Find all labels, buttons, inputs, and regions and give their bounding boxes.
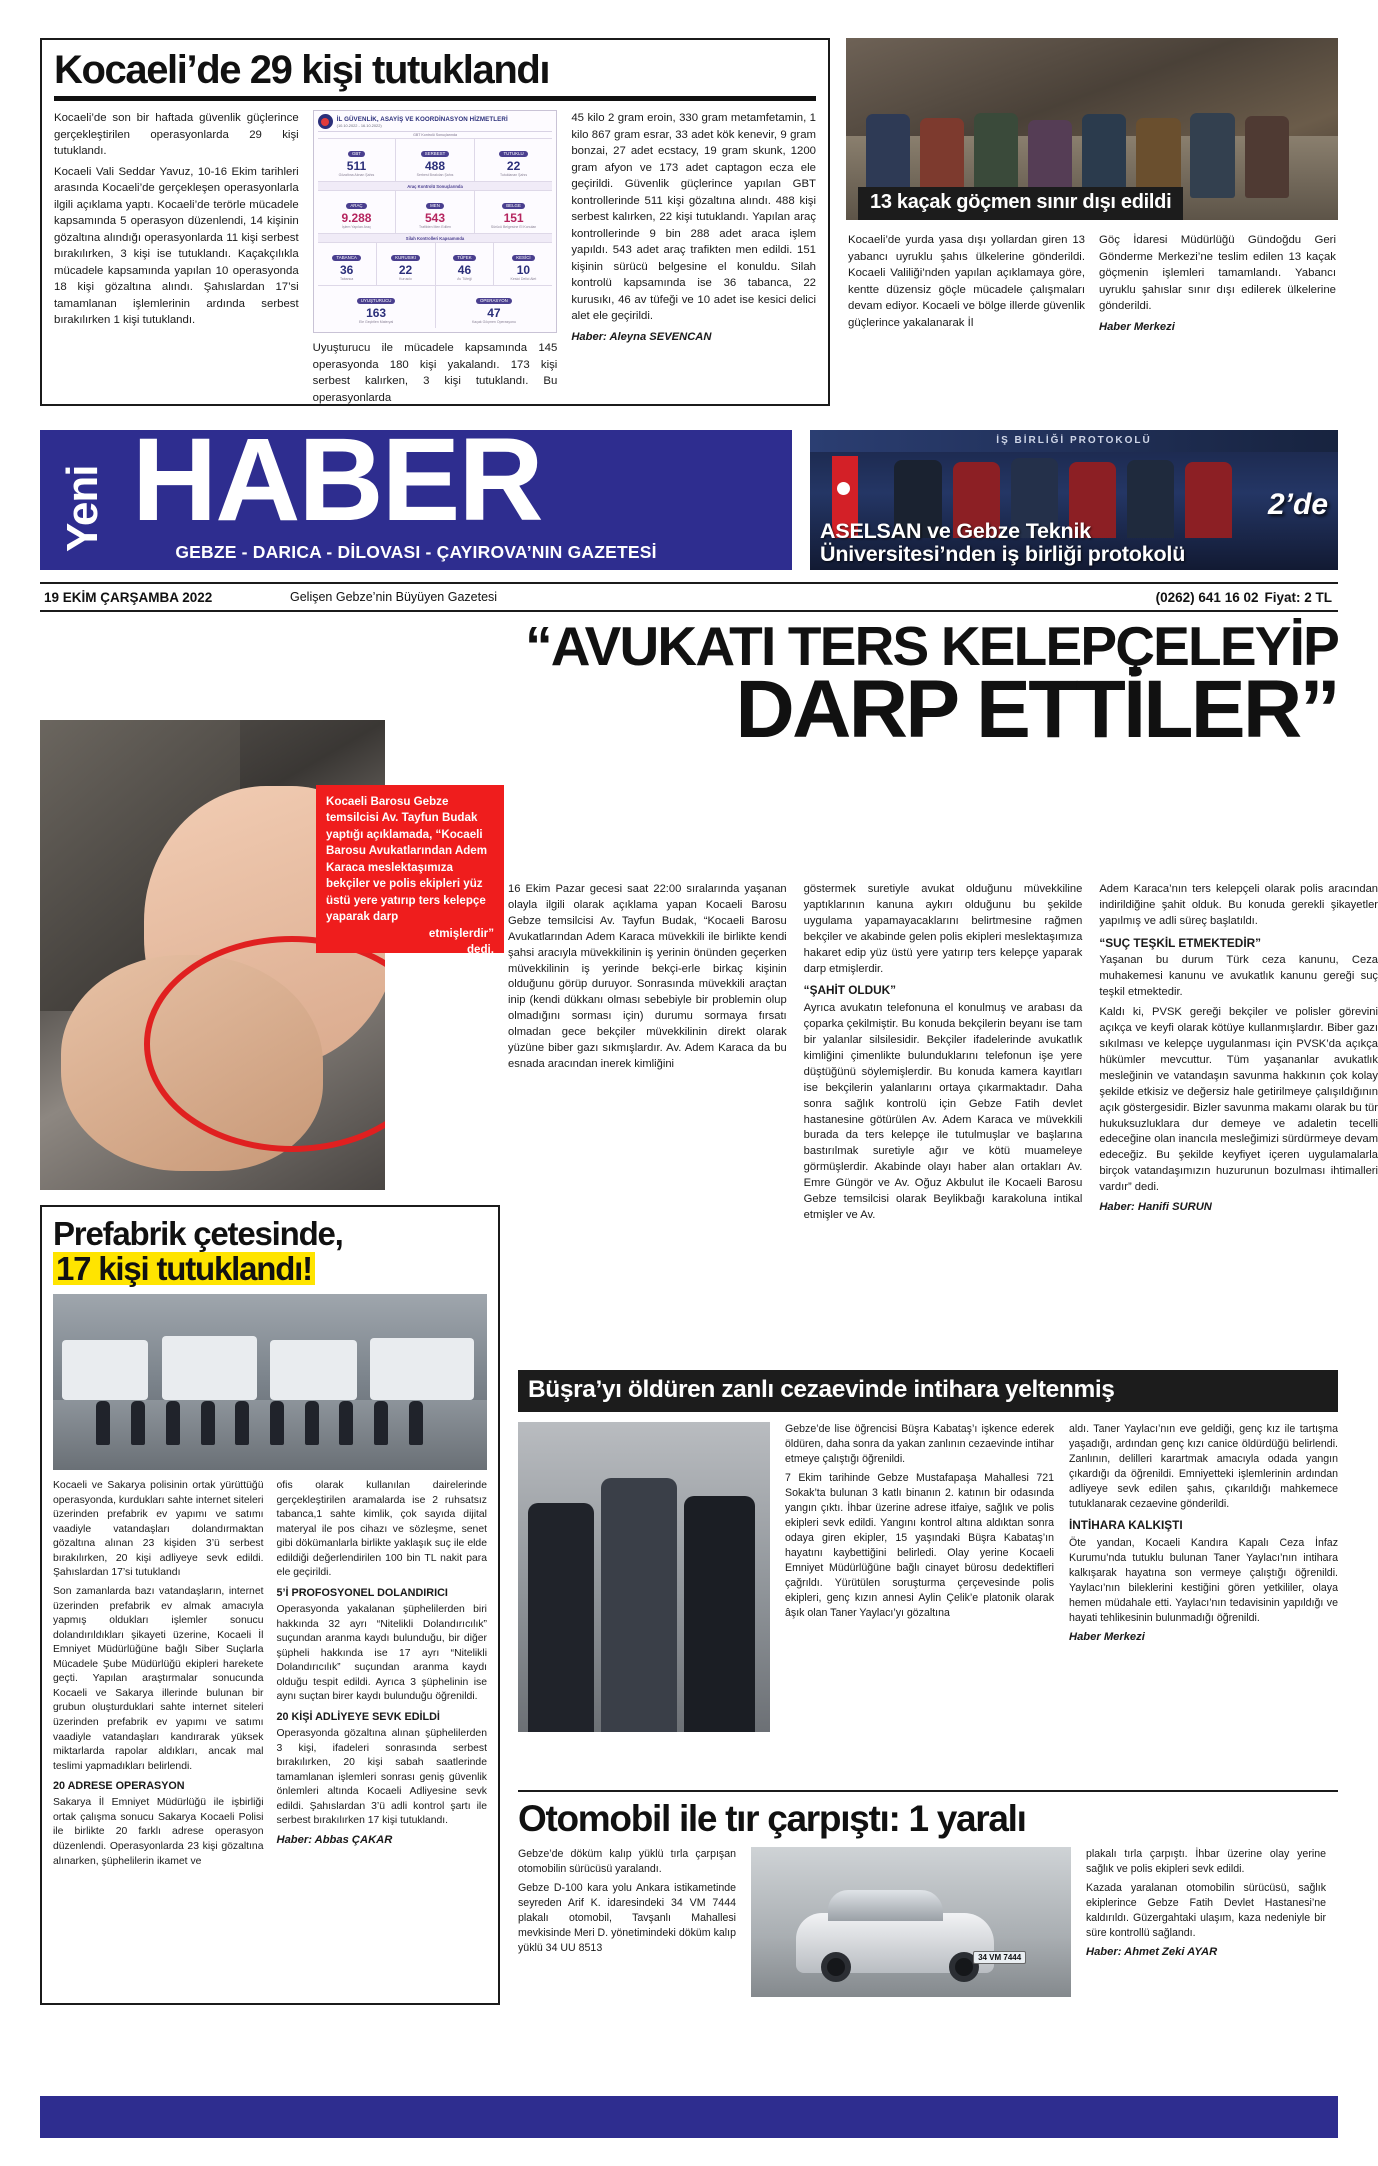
- migrant-byline: Haber Merkezi: [1099, 320, 1175, 333]
- photo-officer: [96, 1401, 110, 1445]
- oto-photo: [751, 1847, 1071, 1997]
- infographic-caption: Sürücü Belgesine El Konulan: [490, 225, 537, 229]
- main-story-callout: [316, 785, 504, 957]
- photo-figure: [974, 113, 1018, 199]
- infographic-pill: TÜFEK: [453, 255, 475, 261]
- infographic-cell: [318, 139, 397, 181]
- oto-body: [518, 1847, 1338, 1997]
- migrant-body: [846, 220, 1338, 339]
- busra-banner: Büşra’yı öldüren zanlı cezaevinde intihara yeltenmiş: [518, 1370, 1338, 1412]
- masthead[interactable]: [40, 430, 792, 570]
- promo-topband: İŞ BİRLİĞİ PROTOKOLÜ: [810, 430, 1338, 452]
- main-col3: Adem Karaca’nın ters kelepçeli olarak polis aracından indirildiğine şahit olduk. Bu konuda gerekli şikayetler yapılmış ve adli süreç başlatıldı.: [1099, 883, 1378, 927]
- main-col3-subhead: “SUÇ TEŞKİL ETMEKTEDİR”: [1099, 935, 1262, 950]
- prefab-title-line-1: Prefabrik çetesinde,: [53, 1215, 343, 1252]
- lead-story-box: [40, 38, 830, 406]
- photo-figure: [601, 1478, 677, 1732]
- infographic-pill: GBT: [348, 151, 365, 157]
- busra-col1b: 7 Ekim tarihinde Gebze Mustafapaşa Mahallesi 721 Sokak’ta bulunan 3 katlı binanın 2. katının bir odasında yangın çıktı. İhbar üzerine adrese itfaiye, sağlık ve polis ekipleri sevk edildi. Yangını kontrol altına aldıktan sonra odaya giren ekipler, 15 yaşındaki Büşra Kabataş’ın hayatını kaybettiğini belirledi. Olay yerine Kocaeli Emniyet Müdürlüğüne bağlı cinayet bürosu dedektifleri çağrıldı. Yürütülen soruşturma çerçevesinde polis ekipleri, genç kızın annesi Aylin Çelik’e platonik olarak âşık olan Taner Yaylacı’yı gözaltına: [785, 1472, 1054, 1620]
- infographic-daterange: (10.10.2022 - 16.10.2022): [336, 122, 382, 128]
- publication-date: 19 EKİM ÇARŞAMBA 2022: [44, 589, 213, 605]
- infographic-value: 22: [398, 263, 413, 277]
- migrant-photo: [846, 38, 1338, 220]
- callout-end-2: dedi.: [466, 943, 494, 957]
- lead-title-underline: [54, 96, 816, 101]
- promo-line-1: ASELSAN ve Gebze Teknik: [820, 519, 1092, 543]
- infographic-caption: Kaçak Göçmen Operasyonu: [471, 320, 516, 324]
- photo-officer: [201, 1401, 215, 1445]
- main-column-1: [508, 882, 787, 1200]
- main-story-byline: Haber: Hanifi SURUN: [1099, 1201, 1212, 1214]
- promo-banner[interactable]: [810, 430, 1338, 570]
- infographic-cell: [318, 286, 436, 328]
- photo-figure: [1082, 114, 1126, 198]
- infographic-caption: Kurusıkı: [399, 277, 412, 281]
- top-strip: [40, 38, 1338, 406]
- prefab-body: [53, 1479, 487, 1873]
- main-headline-line-2: DARP ETTİLER”: [735, 663, 1338, 755]
- prefab-photo: [53, 1294, 487, 1470]
- infographic-caption: Trafikten Men Edilen: [419, 225, 451, 229]
- lead-story-byline: Haber: Aleyna SEVENCAN: [571, 330, 712, 343]
- infographic-row-2: [318, 190, 553, 233]
- masthead-tagline: GEBZE - DARICA - DİLOVASI - ÇAYIROVA’NIN GAZETESİ: [175, 542, 657, 562]
- prefab-column-1: [53, 1479, 264, 1873]
- prefab-col1: Kocaeli ve Sakarya polisinin ortak yürüttüğü operasyonda, kurdukları sahte internet siteleri üzerinden prefabrik ev yapımı ve satımı vaadiyle vatandaşları dolandırmaktan gözaltına alınan 23 kişiden 3’ü serbest bırakılırken, 20 kişi adliyeye sevk edildi. Şahıslardan 17’si tutuklandı: [53, 1480, 264, 1579]
- infographic-row-4: [318, 285, 553, 328]
- photo-officer: [270, 1401, 284, 1445]
- infographic-value: 36: [339, 263, 354, 277]
- lead-col1-p2: Kocaeli Vali Seddar Yavuz, 10-16 Ekim tarihleri arasında Kocaeli’de gerçekleşen operasyonlarla ilgili açıklama yaptı. Kocaeli’de terörle mücadele kapsamında 5 operasyon düzenlendi, 14 kişinin gözaltına alındığı operasyonlarda 11 kişi serbest bırakılırken, 3 kişi ise tutuklandı. Kaçakçılıkla mücadele kapsamında yapılan 10 operasyonda 18 kişi gözaltına alındı. Şahıslardan 17’si tamamlanan işlemlerinin ardında serbest bırakılırken 1 kişi tutuklandı.: [54, 165, 299, 327]
- infographic-band-3: Silah Kontrolleri Kapsamında: [318, 233, 553, 242]
- infographic-pill: KURUSIKI: [391, 255, 420, 261]
- infographic-value: 47: [487, 306, 501, 320]
- photo-figure: [866, 114, 910, 198]
- photo-license-plate: 34 VM 7444: [973, 1951, 1026, 1964]
- photo-figure: [528, 1503, 594, 1732]
- infographic-caption: Kesici Delici Alet: [510, 277, 537, 281]
- prefab-col2c: Operasyonda gözaltına alınan şüphelilerden 3 kişi, ifadeleri sonrasında serbest bırakılırken, 20 kişi sabah saatlerinde tamamlanan işlemleri sonrası geniş güvenlik önlemleri altında Kocaeli Adliyesine sevk edildi. Şahıslardan 3’ü adli kontrol şartı ile serbest bırakılırken 17 kişi tutuklandı.: [276, 1728, 487, 1827]
- security-stats-infographic: [313, 110, 558, 333]
- main-col2b: Ayrıca avukatın telefonuna el konulmuş ve arabası da çoparka çekilmiştir. Bu konuda bekçilerin beyanı ise tam bir yalanlar silsilesidir. Bekçiler ifadelerinde avukatlık kimliğini çimenlikte bulunduklarını telefonun işe yere düştüğünü söylemişlerdir. Bu konuda kamera kayıtları ise bekçilerin yalanlarını ortaya çıkarmaktadır. Daha sonra sağlık kontrolü için Gebze Fatih devlet hastanesine götürülen Av. Adem Karaca ve müvekkili burada da ters kelepçe ile tutulmuşlar ve başlarına bastırılmak suretiyle ağır ve kötü muameleye görmüşlerdir. Akabinde olayı haber alan ortakları Av. Emre Güngör ve Av. Oğuz Akbulut ile Kocaeli Barosu Gebze temsilcisi olarak Beylikbağı karakoluna intikal etmişler ve Av.: [803, 1002, 1083, 1221]
- photo-van: [370, 1338, 474, 1400]
- oto-col2: plakalı tırla çarpıştı. İhbar üzerine olay yerine sağlık ve polis ekipleri sevk edildi.: [1086, 1848, 1326, 1876]
- busra-col2: aldı. Taner Yaylacı’nın eve geldiği, genç kız ile tartışma yaşadığı, ardından genç kızı canice öldürdüğü belirlendi. Zanlının, delilleri karartmak amacıyla odada yangın çıkardığı da öğrenildi. Emniyetteki işlemlerinin ardından adliyeye sevk edilen şahıs, çıkarıldığı mahkemece tutuklanarak cezaevine gönderildi.: [1069, 1423, 1338, 1511]
- infographic-cell: [396, 139, 475, 181]
- infographic-pill: KESİCİ: [512, 255, 534, 261]
- promo-text: [810, 520, 1338, 566]
- infographic-value: 163: [366, 306, 387, 320]
- infographic-cell: [436, 243, 495, 285]
- main-column-2: [803, 882, 1083, 1221]
- busra-story: [518, 1370, 1338, 1770]
- infographic-cell: [475, 191, 553, 233]
- prefab-col1c: Sakarya İl Emniyet Müdürlüğü ile işbirliği ortak çalışma sonucu Sakarya Kocaeli Polisi ile birlikte 20 farklı adrese operasyon düzenlendi. Operasyonlarda 23 kişi gözaltına alınarken, şüphelilerin ikamet ve: [53, 1797, 264, 1867]
- masthead-yeni: Yeni: [58, 465, 107, 552]
- infographic-caption: Tutuklanan Şahıs: [500, 173, 528, 177]
- infographic-pill: TUTUKLU: [499, 151, 527, 157]
- busra-col1: Gebze’de lise öğrencisi Büşra Kabataş’ı işkence ederek öldüren, daha sonra da yakan zanlının cezaevinde intihar etmeye çalıştığı öğrenildi.: [785, 1423, 1054, 1466]
- infographic-value: 488: [425, 159, 446, 173]
- infographic-band-1: GBT Kontrolü Sonuçlarında: [413, 133, 457, 137]
- oto-column-2: [1086, 1847, 1326, 1997]
- photo-officer: [409, 1401, 423, 1445]
- busra-body: [518, 1422, 1338, 1732]
- migrant-story-box: [846, 38, 1338, 406]
- migrant-col2: Göç İdaresi Müdürlüğü Gündoğdu Geri Gönderme Merkezi’ne teslim edilen 13 kaçak göçmenin işlemleri tamamlandı. Yabancı uyruklu şahıslar sınır dışı edilerek ülkelerine gönderildi.: [1099, 234, 1336, 313]
- infographic-pill: UYUŞTURUCU: [357, 298, 396, 304]
- photo-figure: [1245, 116, 1289, 198]
- oto-column-1: [518, 1847, 736, 1997]
- infographic-cell: [318, 191, 397, 233]
- prefab-col2b: Operasyonda yakalanan şüphelilerden biri hakkında 32 ayrı “Nitelikli Dolandırıcılık” suçundan aranma kaydı bulunduğu, bir diğer şüpheli hakkında ise 17 ayrı “Nitelikli Dolandırıcılık” suçundan aranma kaydı olduğu tespit edildi. Ayrıca 3 şüphelinin ise aynı suçtan birer kaydı bulunduğu öğrenildi.: [276, 1604, 487, 1703]
- busra-byline: Haber Merkezi: [1069, 1631, 1145, 1644]
- main-story-columns: [508, 882, 1378, 1221]
- infographic-value: 9.288: [341, 211, 372, 225]
- infographic-cell: [318, 243, 377, 285]
- lead-column-2: [313, 110, 558, 410]
- photo-officer: [339, 1401, 353, 1445]
- infographic-row-1: [318, 138, 553, 181]
- lead-col1-p1: Kocaeli’de son bir haftada güvenlik güçlerince gerçekleştirilen operasyonlarda 29 kişi tutuklandı.: [54, 112, 299, 158]
- infographic-caption: İşlem Yapılan Araç: [342, 225, 371, 229]
- infographic-row-3: [318, 242, 553, 285]
- photo-officer: [305, 1401, 319, 1445]
- infographic-pill: TABANCA: [332, 255, 360, 261]
- price-label: Fiyat: 2 TL: [1264, 589, 1332, 605]
- infographic-value: 46: [457, 263, 472, 277]
- main-col3b: Yaşanan bu durum Türk ceza kanunu, Ceza muhakemesi kanunu ve avukatlık kanunu gereği suç teşkil etmektedir.: [1099, 954, 1378, 999]
- main-headline-line-1: “AVUKATI TERS KELEPÇELEYİP: [525, 615, 1338, 677]
- infographic-cell: [396, 191, 475, 233]
- main-col3c: Kaldı ki, PVSK gereği bekçiler ve polisler görevini açıkça ve keyfi olarak kötüye kullanmışlardır. Biber gazı sıkılması ve kelepçe uygulanması için PVSK’da açıkça hükümler mevcuttur. Tüm yaşananlar avukatlık mesleğinin ve vatandaşın savunma hakkının çok kolay şekilde etkisiz ve değersiz hale getirilmeye çalışıldığının açık göstergesidir. Bizler savunma makamı olarak bu tür hukuksuzluklara dur demeye ve adaletin tecelli edeceğine olan inancıla mesleğimizi sürdürmeye devam edeceğiz. Bu şekilde keyfiyet içeren uygulamalarla birçok vatandaşımızın huzurunun bozulması ihtimalleri vardır” dedi.: [1099, 1006, 1378, 1194]
- main-col1: 16 Ekim Pazar gecesi saat 22:00 sıralarında yaşanan olayla ilgili olarak açıklama yapan Kocaeli Barosu Gebze temsilcisi Av. Tayfun Budak, “Kocaeli Barosu Avukatlarından Adem Karaca müvekkili ile birlikte kendi şahsi aracıyla müvekkilinin iş yerinin önünden geçerken müvekkilinin iş yerinde bekçi-erle birkaç kişinin olduğunu görüp duruyor. Sonrasında müvekkili araçtan inip (kendi dükkanı olması sebebiyle bir problemin olup olmadığını sorması için) durumu sormaya fırsatı olmadan gece bekçiler müvekkilinin direkt olarak yüzüne biber gazı sıkmışlardır. Av. Adem Karaca da bu esnada aracından inerek kimliğini: [508, 883, 787, 1070]
- infographic-value: 543: [425, 211, 446, 225]
- infographic-band-2: Araç Kontrolü Sonuçlarında: [318, 181, 553, 190]
- infographic-pill: SERBEST: [421, 151, 450, 157]
- photo-figure: [1190, 113, 1234, 199]
- oto-byline: Haber: Ahmet Zeki AYAR: [1086, 1946, 1218, 1959]
- promo-line-2: Üniversitesi’nden iş birliği protokolü: [820, 542, 1186, 566]
- lead-column-3: [571, 110, 816, 410]
- lead-story-columns: [54, 110, 816, 410]
- migrant-column-2: [1099, 232, 1336, 339]
- oto-story: [518, 1790, 1338, 2020]
- photo-officer: [374, 1401, 388, 1445]
- busra-photo: [518, 1422, 770, 1732]
- migrant-photo-caption: 13 kaçak göçmen sınır dışı edildi: [858, 187, 1183, 220]
- infographic-cell: [377, 243, 436, 285]
- prefab-col1b: Son zamanlarda bazı vatandaşların, internet üzerinden prefabrik ev almak amacıyla yapmış oldukları işlemler sonucu dolandırıldıkları şikayeti üzerine, Kocaeli İl Emniyet Müdürlüğüne bağlı Siber Suçlarla Mücadele Şube Müdürlüğü ekipleri harekete geçti. Yapılan araştırmalar sonucunda Kocaeli ve Sakarya illerinde bulunan bir grubun oluşturduklari sahte internet siteleri üzerinden prefabrik ev yapımı ve satımı vaadiyle vatandaşları kandırarak yüksek miktarlarda rapolar aldıkları, ancak mal teslimi yapmadıkları belirlendi.: [53, 1585, 264, 1772]
- governor-seal-icon: [318, 114, 333, 129]
- oto-col1: Gebze’de döküm kalıp yüklü tırla çarpışan otomobilin sürücüsü yaralandı.: [518, 1848, 736, 1876]
- prefab-byline: Haber: Abbas ÇAKAR: [276, 1834, 393, 1847]
- main-story: [40, 615, 1378, 1221]
- contact-phone[interactable]: (0262) 641 16 02: [1155, 589, 1259, 605]
- infographic-value: 151: [503, 211, 524, 225]
- photo-officer: [131, 1401, 145, 1445]
- photo-figure: [684, 1496, 755, 1732]
- infographic-caption: Av Tüfeği: [457, 277, 472, 281]
- lead-col3-p1: 45 kilo 2 gram eroin, 330 gram metamfetamin, 1 kilo 867 gram esrar, 33 adet kök kenevir, 9 gram bonzai, 27 adet ecstacy, 19 gram skunk, 1200 gram afyon ve 173 adet captagon ecza ele geçirildi. Güvenlik güçlerince yapılan GBT kontrollerinde 511 kişi gözaltına alındı. 488 kişi serbest kalırken, 22 kişi tutuklandı. Yapılan araç kontrollerinde 9 bin 288 adet araca işlem yapıldı. 543 adet araç trafikten men edildi. 151 kişinin sürücü belgesine el konuldu. Silah kontrolü kapsamında ise 36 tabanca, 22 kurusıkı, 46 av tüfeği ve 10 adet ise kesici delici alet ele geçirildi.: [571, 112, 817, 323]
- infographic-pill: ARAÇ: [346, 203, 366, 209]
- masthead-haber: HABER: [132, 430, 542, 546]
- photo-van: [270, 1340, 357, 1400]
- prefab-col2-subhead-2: 20 KİŞİ ADLİYEYE SEVK EDİLDİ: [276, 1710, 440, 1723]
- migrant-column-1: [848, 232, 1085, 339]
- prefab-story: [40, 1205, 500, 2005]
- lead-column-1: [54, 110, 299, 410]
- masthead-wrap: [40, 430, 1338, 570]
- callout-text: Kocaeli Barosu Gebze temsilcisi Av. Tayfun Budak yaptığı açıklamada, “Kocaeli Barosu Avukatlarından Adem Karaca meslektaşımıza bekçiler ve polis ekipleri yüz üstü yere yatırıp ters kelepçe yaparak darp: [326, 795, 488, 924]
- main-headline-block: [392, 615, 1338, 755]
- infographic-value: 10: [516, 263, 531, 277]
- main-col2-subhead: “ŞAHİT OLDUK”: [803, 983, 897, 998]
- lead-story-title: Kocaeli’de 29 kişi tutuklandı: [54, 48, 550, 92]
- footer-bar: [40, 2096, 1338, 2138]
- prefab-col2: ofis olarak kullanılan dairelerinde gerçekleştirilen aramalarda ise 2 ruhsatsız tabanca,1 sahte kimlik, çok sayıda dijital materyal ile pos cihazı ve sözleşme, senet gibi dökümanlarla birlikte yaklaşık suç ile elde edildiği değerlendirilen 100 bin TL nakit para ele geçirildi.: [276, 1480, 487, 1579]
- migrant-col1: Kocaeli’de yurda yasa dışı yollardan giren 13 yabancı uyruklu şahıs ülkelerine gönderildi. Kocaeli Valiliği’nden yapılan açıklamaya göre, kentte düzensiz göçle mücadele çalışmaları devam ediyor. Kocaeli ve bölge illerde güvenlik güçlerince yakalanarak İl: [848, 234, 1085, 329]
- infographic-pill: BELGE: [502, 203, 525, 209]
- infographic-caption: Gözaltına Alınan Şahıs: [338, 173, 375, 177]
- main-col2: göstermek suretiyle avukat olduğunu müvekkiline yaptıklarının kanuna aykırı olduğunu bu şekilde uygulama yapamayacaklarını belirtmesine rağmen bekçiler ve akabinde gelen polis ekipleri meslektaşımıza hakaret edip yüz üstü yere yatırıp ters kelepçe yaparak darp etmişlerdir.: [803, 883, 1083, 975]
- prefab-col2-subhead-1: 5’İ PROFOSYONEL DOLANDIRICI: [276, 1586, 448, 1599]
- photo-officer: [235, 1401, 249, 1445]
- datebar: [40, 582, 1338, 612]
- main-column-3: [1099, 882, 1378, 1214]
- photo-wheel: [821, 1952, 851, 1982]
- oto-col2b: Kazada yaralanan otomobilin sürücüsü, sağlık ekiplerince Gebze Fatih Devlet Hastanesi’ne kaldırıldı. Güzergahtaki ulaşım, kaza nedeniyle bir süre kontrollü sağlandı.: [1086, 1882, 1326, 1940]
- infographic-title: İL GÜVENLİK, ASAYİŞ VE KOORDİNASYON HİZMETLERİ: [336, 115, 508, 123]
- prefab-column-2: [277, 1479, 488, 1873]
- prefab-title-line-2: 17 kişi tutuklandı!: [53, 1252, 315, 1285]
- busra-col2b: Öte yandan, Kocaeli Kandıra Kapalı Ceza İnfaz Kurumu’nda tutuklu bulunan Taner Yaylacı’nın intihara kalkışarak hayatına son vermeye çalıştığı öğrenildi. Yaylacı’nın bileklerini kestiğini gören yetkililer, olaya hemen müdahale etti. Yaylacı’nın tedavisinin yapıldığı ve hayati tehlikesinin bulunmadığı öğrenildi.: [1069, 1536, 1338, 1625]
- infographic-caption: Tabanca: [340, 277, 354, 281]
- busra-column-1: [785, 1422, 1054, 1732]
- infographic-cell: [436, 286, 553, 328]
- callout-end-1: etmişlerdir”: [428, 926, 494, 940]
- oto-divider: [518, 1790, 1338, 1792]
- prefab-col1-subhead: 20 ADRESE OPERASYON: [53, 1780, 185, 1793]
- infographic-header: [318, 114, 553, 132]
- infographic-caption: Ele Geçirilen Materyal: [358, 320, 394, 324]
- oto-title: Otomobil ile tır çarpıştı: 1 yaralı: [518, 1798, 1026, 1839]
- photo-van: [162, 1336, 257, 1399]
- infographic-pill: MEN: [426, 203, 444, 209]
- publication-slogan: Gelişen Gebze’nin Büyüyen Gazetesi: [290, 590, 498, 604]
- infographic-pill: OPERASYON: [476, 298, 512, 304]
- infographic-cell: [494, 243, 552, 285]
- infographic-value: 22: [506, 159, 521, 173]
- infographic-value: 511: [346, 159, 367, 173]
- infographic-cell: [475, 139, 553, 181]
- oto-col1b: Gebze D-100 kara yolu Ankara istikametinde seyreden Arif K. idaresindeki 34 VM 7444 plakalı otomobil, Tavşanlı Mahallesi mevkisinde Meri D. yönetimindeki döküm kalıp yüklü 34 UU 8513: [518, 1882, 736, 1955]
- promo-page-badge: 2’de: [1267, 488, 1328, 521]
- photo-van: [62, 1340, 149, 1400]
- lead-col2-p1: Uyuşturucu ile mücadele kapsamında 145 operasyonda 180 kişi yakalandı. 173 kişi serbest kalırken, 3 kişi tutuklandı. Bu operasyonlarda: [312, 342, 558, 404]
- infographic-caption: Serbest Bırakılan Şahıs: [416, 173, 454, 177]
- busra-column-2: [1069, 1422, 1338, 1732]
- photo-officer: [166, 1401, 180, 1445]
- busra-col2-subhead: İNTİHARA KALKIŞTI: [1069, 1518, 1183, 1533]
